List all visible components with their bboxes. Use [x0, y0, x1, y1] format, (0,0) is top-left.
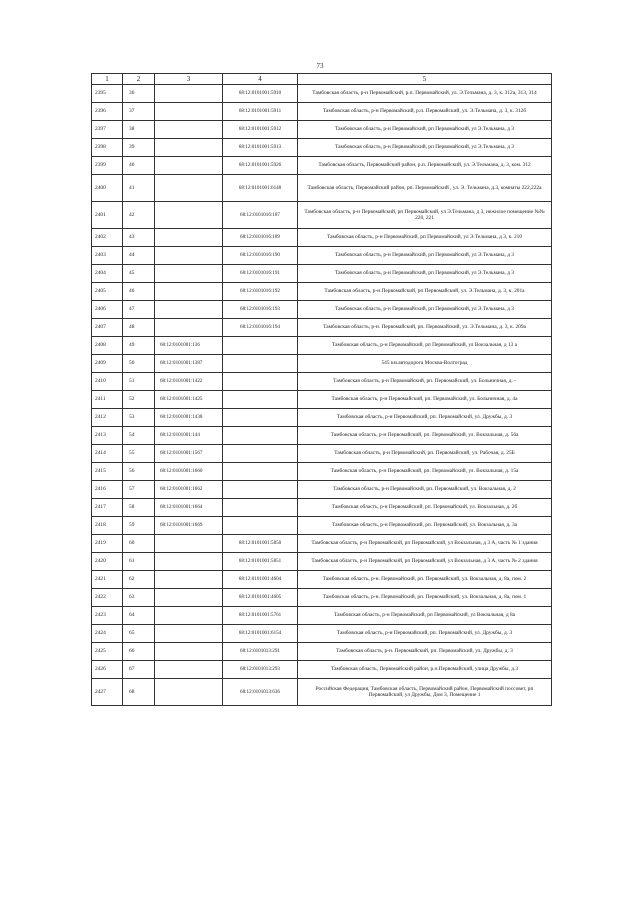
row-number-cell: 2419 [92, 535, 123, 553]
item-number-cell: 42 [123, 202, 155, 229]
building-cadastral-number-cell [223, 409, 298, 427]
address-cell: Тамбовская область, р-н Первомайский, рп Первомайский, ул Вокзальная, д 13 а [298, 337, 552, 355]
land-cadastral-number-cell: 68:12:0101001:136 [155, 337, 223, 355]
land-cadastral-number-cell [155, 139, 223, 157]
land-cadastral-number-cell: 68:12:0101001:1669 [155, 517, 223, 535]
row-number-cell: 2424 [92, 625, 123, 643]
table-row [92, 247, 552, 265]
row-number-cell: 2412 [92, 409, 123, 427]
column-header: 3 [155, 74, 223, 85]
land-cadastral-number-cell [155, 157, 223, 175]
item-number-cell: 68 [123, 679, 155, 706]
item-number-cell: 43 [123, 229, 155, 247]
land-cadastral-number-cell: 68:12:0101001:1664 [155, 499, 223, 517]
row-number-cell: 2422 [92, 589, 123, 607]
row-number-cell: 2408 [92, 337, 123, 355]
row-number-cell: 2413 [92, 427, 123, 445]
table-row [92, 103, 552, 121]
item-number-cell: 61 [123, 553, 155, 571]
land-cadastral-number-cell: 68:12:0101001:1425 [155, 391, 223, 409]
item-number-cell: 65 [123, 625, 155, 643]
table-row [92, 535, 552, 553]
item-number-cell: 55 [123, 445, 155, 463]
address-cell: Тамбовская область, р-н Первомайский, рп Первомайский, ул. Э.Тельмана, д. 3, к. 201а [298, 283, 552, 301]
land-cadastral-number-cell [155, 103, 223, 121]
row-number-cell: 2409 [92, 355, 123, 373]
item-number-cell: 49 [123, 337, 155, 355]
item-number-cell: 50 [123, 355, 155, 373]
land-cadastral-number-cell [155, 571, 223, 589]
building-cadastral-number-cell [223, 427, 298, 445]
address-cell: Тамбовская область, р-н Первомайский, рп Первомайский, ул Э.Тельмана, д 3, нежилое помещение №№ 220, 221 [298, 202, 552, 229]
row-number-cell: 2406 [92, 301, 123, 319]
item-number-cell: 45 [123, 265, 155, 283]
row-number-cell: 2396 [92, 103, 123, 121]
row-number-cell: 2420 [92, 553, 123, 571]
land-cadastral-number-cell [155, 85, 223, 103]
building-cadastral-number-cell [223, 517, 298, 535]
item-number-cell: 37 [123, 103, 155, 121]
item-number-cell: 57 [123, 481, 155, 499]
land-cadastral-number-cell [155, 283, 223, 301]
land-cadastral-number-cell: 68:12:0101001:1387 [155, 355, 223, 373]
row-number-cell: 2397 [92, 121, 123, 139]
address-cell: Тамбовская область, р-н Первомайский, рп. Первомайский, ул. Вокзальная, д. 2 [298, 481, 552, 499]
item-number-cell: 59 [123, 517, 155, 535]
land-cadastral-number-cell [155, 247, 223, 265]
address-cell: Тамбовская область, р-н Первомайский, рп. Первомайский, ул. Дружбы, д. 3 [298, 409, 552, 427]
building-cadastral-number-cell [223, 337, 298, 355]
address-cell: Российская Федерация, Тамбовская область, Первомайский район, Первомайский поссовет, рп Первомайский, ул Дружбы, Дом 3, Помещение 1 [298, 679, 552, 706]
column-header: 5 [298, 74, 552, 85]
address-cell: Тамбовская область, р-н Первомайский, р.п. Первомайский, ул. Э.Тельмана, д. 3, к. 312а, 313, 314 [298, 85, 552, 103]
table-row [92, 427, 552, 445]
address-cell: 545 км.автодорога Москва-Волгоград [298, 355, 552, 373]
item-number-cell: 48 [123, 319, 155, 337]
building-cadastral-number-cell [223, 481, 298, 499]
row-number-cell: 2395 [92, 85, 123, 103]
table-row [92, 661, 552, 679]
table-row [92, 202, 552, 229]
building-cadastral-number-cell: 68:12:0101001:6148 [223, 175, 298, 202]
item-number-cell: 53 [123, 409, 155, 427]
item-number-cell: 60 [123, 535, 155, 553]
row-number-cell: 2418 [92, 517, 123, 535]
land-cadastral-number-cell [155, 625, 223, 643]
item-number-cell: 58 [123, 499, 155, 517]
row-number-cell: 2414 [92, 445, 123, 463]
building-cadastral-number-cell [223, 373, 298, 391]
land-cadastral-number-cell [155, 535, 223, 553]
page-number: 73 [316, 62, 324, 70]
building-cadastral-number-cell [223, 391, 298, 409]
registry-table [91, 73, 552, 706]
building-cadastral-number-cell [223, 355, 298, 373]
row-number-cell: 2410 [92, 373, 123, 391]
column-header: 4 [223, 74, 298, 85]
address-cell: Тамбовская область, Первомайский район, р.п. Первомайский, ул. Э.Тельмана, д. 3, ком. 312 [298, 157, 552, 175]
row-number-cell: 2403 [92, 247, 123, 265]
table-row [92, 337, 552, 355]
table-row [92, 679, 552, 706]
address-cell: Тамбовская область, р-н Первомайский, рп Первомайский, ул Вокзальная, д 3 А, часть № 1 здания [298, 535, 552, 553]
table-row [92, 409, 552, 427]
land-cadastral-number-cell [155, 679, 223, 706]
table-row [92, 391, 552, 409]
building-cadastral-number-cell: 68:12:0101001:5850 [223, 535, 298, 553]
item-number-cell: 47 [123, 301, 155, 319]
table-row [92, 265, 552, 283]
table-row [92, 229, 552, 247]
address-cell: Тамбовская область, р-н Первомайский, рп Первомайский, ул Э.Тельмана, д 3 [298, 247, 552, 265]
land-cadastral-number-cell [155, 553, 223, 571]
building-cadastral-number-cell: 68:12:0101001:5912 [223, 121, 298, 139]
table-row [92, 319, 552, 337]
item-number-cell: 54 [123, 427, 155, 445]
row-number-cell: 2405 [92, 283, 123, 301]
building-cadastral-number-cell: 68:12:0101016:187 [223, 202, 298, 229]
item-number-cell: 67 [123, 661, 155, 679]
building-cadastral-number-cell [223, 445, 298, 463]
address-cell: Тамбовская область, р-н Первомайский, рп. Первомайский, ул. Вокзальная, д. 3а [298, 517, 552, 535]
land-cadastral-number-cell [155, 121, 223, 139]
table-body [92, 85, 552, 706]
building-cadastral-number-cell: 68:12:0101001:5911 [223, 103, 298, 121]
table-row [92, 121, 552, 139]
address-cell: Тамбовская область, Первомайский район, рп. Первомайский , ул. Э. Тельмана, д.3, комнаты 222,222а [298, 175, 552, 202]
row-number-cell: 2402 [92, 229, 123, 247]
table-row [92, 607, 552, 625]
table-row [92, 445, 552, 463]
item-number-cell: 39 [123, 139, 155, 157]
table-row [92, 463, 552, 481]
building-cadastral-number-cell: 68:12:0101013:293 [223, 661, 298, 679]
row-number-cell: 2411 [92, 391, 123, 409]
table-header-row [92, 74, 552, 85]
land-cadastral-number-cell [155, 301, 223, 319]
land-cadastral-number-cell [155, 661, 223, 679]
building-cadastral-number-cell: 68:12:0101013:291 [223, 643, 298, 661]
address-cell: Тамбовская область, р-н Первомайский, рп. Первомайский, ул. Больничная, д. 4а [298, 391, 552, 409]
address-cell: Тамбовская область, р-н Первомайский, рп. Первомайский, ул. Больничная, д. - [298, 373, 552, 391]
building-cadastral-number-cell: 68:12:0101001:5910 [223, 85, 298, 103]
land-cadastral-number-cell [155, 589, 223, 607]
table-row [92, 301, 552, 319]
building-cadastral-number-cell: 68:12:0101001:4604 [223, 571, 298, 589]
address-cell: Тамбовская область, р-н Первомайский, рп. Первомайский, ул. Вокзальная, д. 56а [298, 427, 552, 445]
table-row [92, 157, 552, 175]
building-cadastral-number-cell: 68:12:0101016:190 [223, 247, 298, 265]
table-row [92, 355, 552, 373]
building-cadastral-number-cell: 68:12:0101001:5913 [223, 139, 298, 157]
land-cadastral-number-cell [155, 643, 223, 661]
building-cadastral-number-cell: 68:12:0101001:5761 [223, 607, 298, 625]
row-number-cell: 2423 [92, 607, 123, 625]
table-row [92, 553, 552, 571]
address-cell: Тамбовская область, Первомайский район, р.п.Первомайский, улица Дружбы, д.3 [298, 661, 552, 679]
table-row [92, 643, 552, 661]
land-cadastral-number-cell [155, 175, 223, 202]
land-cadastral-number-cell: 68:12:0101001:1567 [155, 445, 223, 463]
table-row [92, 139, 552, 157]
building-cadastral-number-cell: 68:12:0101016:191 [223, 265, 298, 283]
table-row [92, 589, 552, 607]
land-cadastral-number-cell [155, 229, 223, 247]
address-cell: Тамбовская область, р-н Первомайский, р.п. Первомайский, ул. Э.Тельмана, д. 3, к. 312б [298, 103, 552, 121]
table-row [92, 571, 552, 589]
building-cadastral-number-cell: 68:12:0101016:189 [223, 229, 298, 247]
item-number-cell: 40 [123, 157, 155, 175]
address-cell: Тамбовская область, р-н. Первомайский, рп. Первомайский, ул. Э.Тельмана, д. 3, к. 209а [298, 319, 552, 337]
item-number-cell: 64 [123, 607, 155, 625]
table-row [92, 373, 552, 391]
address-cell: Тамбовская область, р-н Первомайский, рп. Первомайский, ул. Вокзальная, д. 15а [298, 463, 552, 481]
item-number-cell: 66 [123, 643, 155, 661]
building-cadastral-number-cell: 68:12:0101001:4605 [223, 589, 298, 607]
building-cadastral-number-cell: 68:12:0101016:194 [223, 319, 298, 337]
land-cadastral-number-cell [155, 607, 223, 625]
address-cell: Тамбовская область, р-н Первомайский, рп Первомайский, ул Э.Тельмана, д 3, к. 210 [298, 229, 552, 247]
address-cell: Тамбовская область, р-н. Первомайский, рп. Первомайский, ул. Дружбы, д. 3 [298, 643, 552, 661]
row-number-cell: 2416 [92, 481, 123, 499]
land-cadastral-number-cell [155, 202, 223, 229]
building-cadastral-number-cell: 68:12:0101013:636 [223, 679, 298, 706]
building-cadastral-number-cell: 68:12:0101001:5926 [223, 157, 298, 175]
address-cell: Тамбовская область, р-н Первомайский, рп Первомайский, ул Э.Тельмана, д 3 [298, 139, 552, 157]
address-cell: Тамбовская область, р-н Первомайский, рп. Первомайский, ул. Вокзальная, д. 2б [298, 499, 552, 517]
land-cadastral-number-cell: 68:12:0101001:1438 [155, 409, 223, 427]
row-number-cell: 2407 [92, 319, 123, 337]
table-row [92, 85, 552, 103]
address-cell: Тамбовская область, р-н. Первомайский, рп. Первомайский, ул. Вокзальная, д. 8а, пом. 1 [298, 589, 552, 607]
building-cadastral-number-cell: 68:12:0101001:5851 [223, 553, 298, 571]
address-cell: Тамбовская область, р-н Первомайский, рп Первомайский, ул Э.Тельмана, д 3 [298, 301, 552, 319]
row-number-cell: 2421 [92, 571, 123, 589]
land-cadastral-number-cell: 68:12:0101001:1662 [155, 481, 223, 499]
column-header: 2 [123, 74, 155, 85]
address-cell: Тамбовская область, р-н Первомайский, рп. Первомайский, ул. Дружбы, д. 3 [298, 625, 552, 643]
land-cadastral-number-cell: 68:12:0101001:1422 [155, 373, 223, 391]
building-cadastral-number-cell: 68:12:0101001:6154 [223, 625, 298, 643]
table-row [92, 625, 552, 643]
row-number-cell: 2401 [92, 202, 123, 229]
item-number-cell: 44 [123, 247, 155, 265]
table-row [92, 517, 552, 535]
address-cell: Тамбовская область, р-н. Первомайский, рп. Первомайский, ул. Вокзальная, д. 8а, пом. 2 [298, 571, 552, 589]
item-number-cell: 51 [123, 373, 155, 391]
row-number-cell: 2425 [92, 643, 123, 661]
building-cadastral-number-cell [223, 499, 298, 517]
row-number-cell: 2404 [92, 265, 123, 283]
building-cadastral-number-cell: 68:12:0101016:192 [223, 283, 298, 301]
address-cell: Тамбовская область, р-н Первомайский, рп Первомайский, ул Э.Тельмана, д 3 [298, 265, 552, 283]
row-number-cell: 2415 [92, 463, 123, 481]
item-number-cell: 63 [123, 589, 155, 607]
item-number-cell: 41 [123, 175, 155, 202]
table-row [92, 499, 552, 517]
table-row [92, 481, 552, 499]
land-cadastral-number-cell [155, 265, 223, 283]
item-number-cell: 62 [123, 571, 155, 589]
row-number-cell: 2427 [92, 679, 123, 706]
row-number-cell: 2400 [92, 175, 123, 202]
item-number-cell: 38 [123, 121, 155, 139]
address-cell: Тамбовская область, р-н Первомайский, рп Первомайский, ул Э.Тельмана, д 3 [298, 121, 552, 139]
address-cell: Тамбовская область, р-н Первомайский, рп Первомайский, ул Вокзальная, д 8а [298, 607, 552, 625]
table-row [92, 175, 552, 202]
column-header: 1 [92, 74, 123, 85]
item-number-cell: 52 [123, 391, 155, 409]
row-number-cell: 2417 [92, 499, 123, 517]
item-number-cell: 56 [123, 463, 155, 481]
item-number-cell: 46 [123, 283, 155, 301]
address-cell: Тамбовская область, р-н Первомайский, рп. Первомайский, ул. Рабочая, д. 25Б [298, 445, 552, 463]
row-number-cell: 2399 [92, 157, 123, 175]
land-cadastral-number-cell: 68:12:0101001:144 [155, 427, 223, 445]
land-cadastral-number-cell [155, 319, 223, 337]
row-number-cell: 2426 [92, 661, 123, 679]
table-row [92, 283, 552, 301]
item-number-cell: 36 [123, 85, 155, 103]
address-cell: Тамбовская область, р-н Первомайский, рп Первомайский, ул Вокзальная, д 3 А, часть № 2 здания [298, 553, 552, 571]
row-number-cell: 2398 [92, 139, 123, 157]
building-cadastral-number-cell [223, 463, 298, 481]
building-cadastral-number-cell: 68:12:0101016:193 [223, 301, 298, 319]
land-cadastral-number-cell: 68:12:0101001:1660 [155, 463, 223, 481]
